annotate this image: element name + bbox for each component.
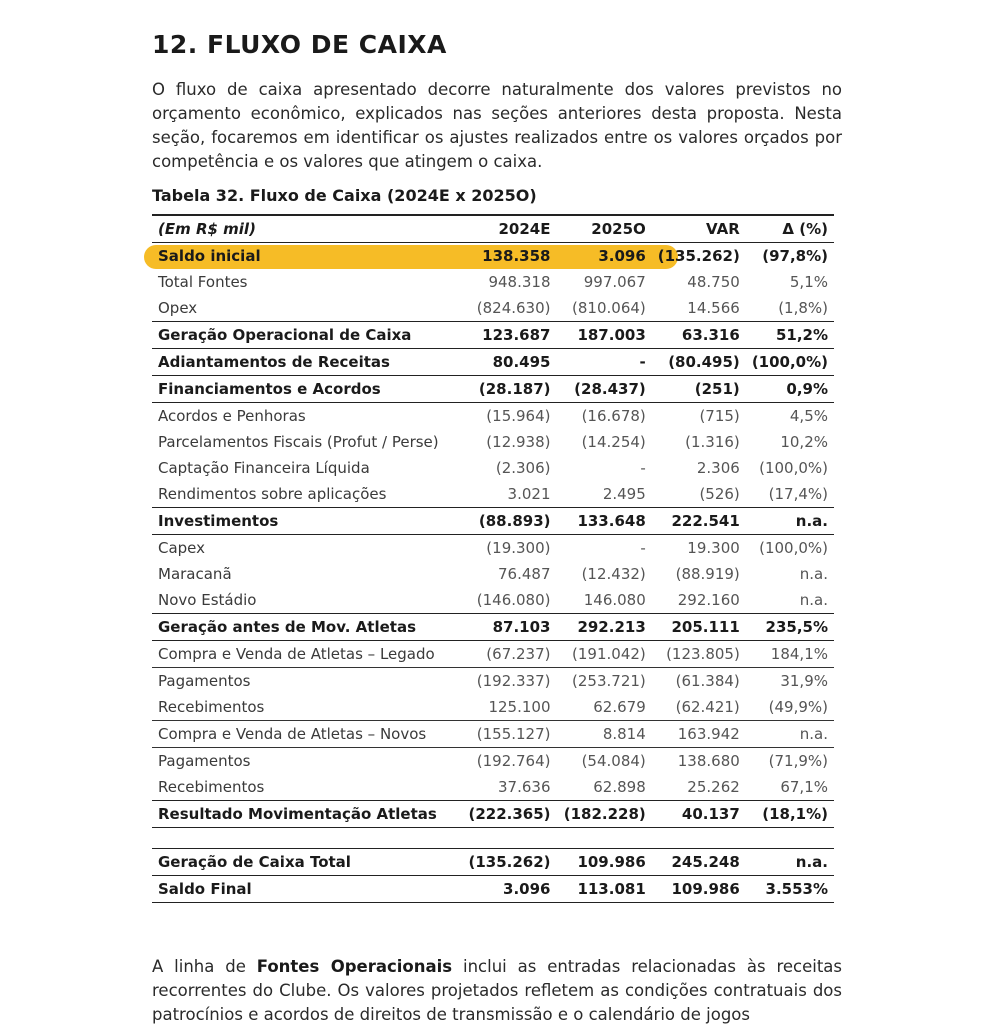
row-delta: 10,2%: [780, 433, 828, 451]
row-delta: 51,2%: [746, 322, 834, 349]
row-label: Recebimentos: [158, 698, 265, 716]
row-var: 292.160: [677, 591, 740, 609]
row-2025: (16.678): [581, 407, 646, 425]
row-2025: (191.042): [572, 645, 646, 663]
row-delta: (18,1%): [746, 801, 834, 828]
header-delta: Δ (%): [746, 215, 834, 243]
row-2025: 146.080: [583, 591, 646, 609]
table-row: [152, 403, 834, 430]
row-2025: 133.648: [557, 508, 652, 535]
row-2024: (146.080): [476, 591, 551, 609]
row-label: Recebimentos: [158, 778, 265, 796]
table-header-row: [152, 215, 834, 243]
row-2024: (19.300): [486, 539, 551, 557]
row-var: (123.805): [666, 645, 740, 663]
table-spacer: [152, 828, 834, 849]
header-2025: 2025O: [557, 215, 652, 243]
row-delta: (17,4%): [768, 485, 828, 503]
outro-paragraph: [152, 955, 842, 1027]
row-var: 109.986: [652, 876, 746, 903]
row-delta: (1,8%): [778, 299, 828, 317]
row-delta: n.a.: [799, 591, 828, 609]
row-var: 63.316: [652, 322, 746, 349]
outro-text-before: A linha de: [152, 957, 257, 976]
row-2025: 997.067: [583, 273, 646, 291]
row-2024: (135.262): [461, 849, 557, 876]
row-2024: (28.187): [461, 376, 557, 403]
row-label: Parcelamentos Fiscais (Profut / Perse): [158, 433, 439, 451]
row-label: Resultado Movimentação Atletas: [152, 801, 461, 828]
row-2024: (192.337): [461, 668, 557, 695]
row-2024: (222.365): [461, 801, 557, 828]
row-delta: (100,0%): [759, 459, 828, 477]
row-2024: 138.358: [482, 247, 551, 265]
row-delta: n.a.: [746, 849, 834, 876]
table-row: [152, 295, 834, 322]
row-var: 25.262: [687, 778, 740, 796]
row-delta: (100,0%): [746, 349, 834, 376]
row-delta: 5,1%: [789, 273, 828, 291]
row-delta: 67,1%: [780, 778, 828, 796]
row-2025: -: [640, 459, 646, 477]
row-delta: n.a.: [746, 721, 834, 748]
row-delta: 4,5%: [789, 407, 828, 425]
row-label: Saldo Final: [152, 876, 461, 903]
table-row: [152, 721, 834, 748]
row-delta: 235,5%: [746, 614, 834, 641]
row-2024: 80.495: [461, 349, 557, 376]
row-label: Total Fontes: [158, 273, 248, 291]
table-row: [152, 641, 834, 668]
row-2024: (88.893): [461, 508, 557, 535]
row-var: 138.680: [652, 748, 746, 775]
row-var: (251): [652, 376, 746, 403]
row-2025: -: [640, 539, 646, 557]
row-2024: (192.764): [461, 748, 557, 775]
row-2025: (810.064): [572, 299, 646, 317]
header-2024: 2024E: [461, 215, 557, 243]
row-2025: 187.003: [557, 322, 652, 349]
row-2024: (15.964): [486, 407, 551, 425]
row-label: Capex: [158, 539, 206, 557]
row-2024: 76.487: [498, 565, 551, 583]
row-var: (80.495): [652, 349, 746, 376]
row-2025: 62.679: [593, 698, 646, 716]
row-var: (88.919): [675, 565, 740, 583]
table-row: [152, 849, 834, 876]
row-2025: (54.084): [557, 748, 652, 775]
table-row: [152, 614, 834, 641]
row-2025: (14.254): [581, 433, 646, 451]
row-var: 2.306: [696, 459, 740, 477]
row-label: Pagamentos: [152, 748, 461, 775]
row-2025: 109.986: [557, 849, 652, 876]
row-label: Geração antes de Mov. Atletas: [152, 614, 461, 641]
row-2025: (182.228): [557, 801, 652, 828]
row-delta: (49,9%): [768, 698, 828, 716]
row-2024: 87.103: [461, 614, 557, 641]
spacer-cell: [152, 828, 834, 849]
table-row: [152, 668, 834, 695]
row-2024: 3.096: [461, 876, 557, 903]
row-var: (526): [699, 485, 740, 503]
row-label: Financiamentos e Acordos: [152, 376, 461, 403]
row-2024: 948.318: [488, 273, 551, 291]
row-label: Captação Financeira Líquida: [158, 459, 370, 477]
row-2024: 3.021: [507, 485, 551, 503]
row-2024: 125.100: [488, 698, 551, 716]
row-delta: n.a.: [746, 508, 834, 535]
row-delta: (71,9%): [746, 748, 834, 775]
table-row: [152, 876, 834, 903]
row-label: Compra e Venda de Atletas – Novos: [152, 721, 461, 748]
table-row: [152, 694, 834, 721]
row-2024: (67.237): [486, 645, 551, 663]
row-label: Pagamentos: [152, 668, 461, 695]
table-row: [152, 801, 834, 828]
row-2025: 62.898: [593, 778, 646, 796]
outro-text-after: inclui as entradas relacionadas às receitas recorrentes do Clube. Os valores projetados refletem as condições contratuais dos patrocínios e acordos de direitos de transmissão e o calendário de jogos: [152, 957, 842, 1024]
row-2025: 8.814: [557, 721, 652, 748]
row-label: Opex: [158, 299, 198, 317]
table-row: [152, 535, 834, 562]
row-delta: 184,1%: [770, 645, 828, 663]
table-row: [152, 774, 834, 801]
header-var: VAR: [652, 215, 746, 243]
table-row: [152, 243, 834, 270]
row-label: Geração Operacional de Caixa: [152, 322, 461, 349]
row-2024: (12.938): [486, 433, 551, 451]
row-2025: 292.213: [557, 614, 652, 641]
row-label: Saldo inicial: [158, 247, 261, 265]
table-row: [152, 376, 834, 403]
row-2024: (2.306): [495, 459, 551, 477]
row-2024: 37.636: [498, 778, 551, 796]
row-var: 245.248: [652, 849, 746, 876]
row-2024: 123.687: [461, 322, 557, 349]
row-delta: (97,8%): [762, 247, 828, 265]
row-2025: (12.432): [581, 565, 646, 583]
row-2025: -: [557, 349, 652, 376]
row-var: 222.541: [652, 508, 746, 535]
table-row: [152, 455, 834, 481]
row-var: (62.421): [675, 698, 740, 716]
row-2024: (824.630): [476, 299, 551, 317]
table-row: [152, 481, 834, 508]
row-var: (715): [699, 407, 740, 425]
row-var: (61.384): [652, 668, 746, 695]
row-2025: (253.721): [557, 668, 652, 695]
row-delta: (100,0%): [759, 539, 828, 557]
row-var: 19.300: [687, 539, 740, 557]
row-2024: (155.127): [461, 721, 557, 748]
cash-flow-table: [152, 214, 834, 903]
row-delta: 0,9%: [746, 376, 834, 403]
header-unit: (Em R$ mil): [152, 215, 461, 243]
table-row: [152, 429, 834, 455]
row-label: Rendimentos sobre aplicações: [158, 485, 387, 503]
row-var: (1.316): [685, 433, 740, 451]
table-row: [152, 587, 834, 614]
row-label: Maracanã: [158, 565, 232, 583]
table-row: [152, 322, 834, 349]
row-delta: 3.553%: [746, 876, 834, 903]
table-caption: Tabela 32. Fluxo de Caixa (2024E x 2025O): [152, 186, 537, 205]
table-row: [152, 748, 834, 775]
row-var: 163.942: [652, 721, 746, 748]
row-var: 40.137: [652, 801, 746, 828]
outro-bold-term: Fontes Operacionais: [256, 957, 453, 976]
row-label: Geração de Caixa Total: [152, 849, 461, 876]
table-row: [152, 349, 834, 376]
row-label: Acordos e Penhoras: [158, 407, 306, 425]
row-2025: 113.081: [557, 876, 652, 903]
row-label: Compra e Venda de Atletas – Legado: [158, 645, 435, 663]
row-delta: n.a.: [799, 565, 828, 583]
row-delta: 31,9%: [746, 668, 834, 695]
row-var: (135.262): [657, 247, 740, 265]
row-label: Adiantamentos de Receitas: [152, 349, 461, 376]
row-2025: 3.096: [598, 247, 646, 265]
row-label: Novo Estádio: [158, 591, 257, 609]
table-row: [152, 508, 834, 535]
row-2025: 2.495: [602, 485, 646, 503]
row-var: 14.566: [687, 299, 740, 317]
intro-paragraph: O fluxo de caixa apresentado decorre naturalmente dos valores previstos no orçamento econômico, explicados nas seções anteriores desta proposta. Nesta seção, focaremos em identificar os ajustes realizados entre os valores orçados por competência e os valores que atingem o caixa.: [152, 80, 842, 171]
row-2025: (28.437): [557, 376, 652, 403]
table-row: [152, 269, 834, 295]
table-row: [152, 561, 834, 587]
row-label: Investimentos: [152, 508, 461, 535]
section-title: 12. FLUXO DE CAIXA: [152, 30, 447, 59]
row-var: 48.750: [687, 273, 740, 291]
row-var: 205.111: [652, 614, 746, 641]
